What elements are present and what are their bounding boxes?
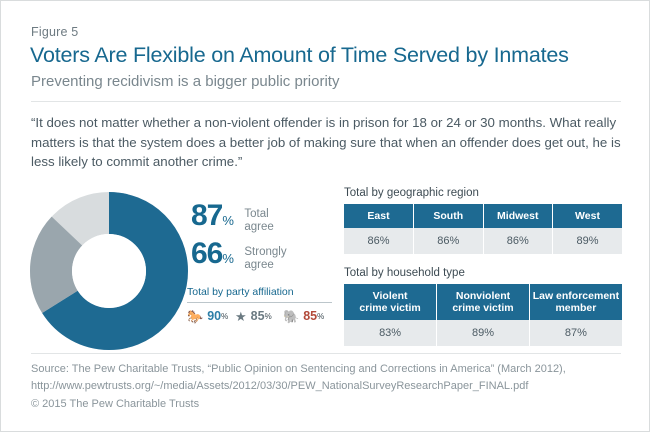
page-subtitle: Preventing recidivism is a bigger public priority — [31, 73, 340, 90]
table-household-title: Total by household type — [344, 267, 465, 279]
donut-svg — [29, 191, 189, 351]
stat-total-value: 87 — [191, 199, 223, 232]
stat-strongly-value: 66 — [191, 237, 223, 270]
party-affiliation-block — [187, 286, 332, 323]
copyright-note: © 2015 The Pew Charitable Trusts — [31, 398, 200, 410]
donut-hole — [72, 234, 146, 308]
party-value-republican: 85 — [303, 309, 318, 323]
table-geographic-region — [344, 187, 622, 254]
party-value-democrat: 90 — [207, 309, 222, 323]
table-cell: 86% — [414, 228, 484, 254]
donkey-icon: 🐎 — [187, 308, 204, 324]
table-header-cell: West — [553, 204, 623, 228]
party-percent-independent: % — [264, 311, 272, 321]
table-household-type — [344, 267, 622, 346]
table-header-cell: South — [414, 204, 484, 228]
party-item-democrat — [187, 309, 235, 323]
divider-top — [31, 101, 621, 102]
stat-strongly-agree — [191, 237, 287, 272]
stat-total-label — [244, 208, 273, 234]
table-cell: 83% — [344, 320, 437, 346]
party-value-independent: 85 — [250, 309, 265, 323]
party-percent-republican: % — [317, 311, 325, 321]
table-header-cell: Law enforcement member — [529, 284, 622, 320]
stat-strongly-label — [244, 246, 286, 272]
party-affiliation-row — [187, 309, 332, 323]
table-cell: 86% — [483, 228, 553, 254]
stat-total-percent: % — [222, 213, 234, 228]
elephant-icon: 🐘 — [283, 308, 300, 324]
figure-number: Figure 5 — [31, 25, 79, 39]
region-table — [344, 204, 622, 254]
stat-total-label-line1: Total — [244, 207, 269, 220]
party-percent-democrat: % — [221, 311, 229, 321]
table-header-cell: Violent crime victim — [344, 284, 437, 320]
table-header-row — [344, 284, 622, 320]
stat-strongly-label-line2: agree — [244, 258, 274, 271]
pull-quote: “It does not matter whether a non-violent offender is in prison for 18 or 24 or 30 months. What really matters is that the system does a better job of making sure that when an offender does get out, he is less likely to commit another crime.” — [31, 115, 621, 169]
party-affiliation-rule — [187, 302, 332, 303]
table-row — [344, 320, 622, 346]
table-header-cell: Nonviolent crime victim — [437, 284, 530, 320]
table-row — [344, 228, 622, 254]
table-header-cell: East — [344, 204, 414, 228]
donut-chart — [29, 191, 189, 351]
household-table — [344, 284, 622, 346]
table-cell: 89% — [437, 320, 530, 346]
page-title: Voters Are Flexible on Amount of Time Served by Inmates — [30, 43, 569, 67]
table-cell: 89% — [553, 228, 623, 254]
stat-strongly-label-line1: Strongly — [244, 245, 287, 258]
party-item-republican — [283, 309, 331, 323]
table-cell: 87% — [529, 320, 622, 346]
stat-total-agree — [191, 199, 274, 234]
table-region-title: Total by geographic region — [344, 187, 479, 199]
divider-bottom — [31, 353, 621, 354]
table-header-cell: Midwest — [483, 204, 553, 228]
stat-total-label-line2: agree — [244, 220, 274, 233]
stat-strongly-percent: % — [222, 251, 234, 266]
star-icon: ★ — [235, 308, 247, 324]
source-note: Source: The Pew Charitable Trusts, “Public Opinion on Sentencing and Corrections in America” (March 2012), http://www.pewtrusts.org/~/media/Assets/2012/03/30/PEW_NationalSurveyResearchPaper_FINAL.pdf — [31, 363, 566, 392]
table-header-row — [344, 204, 622, 228]
table-cell: 86% — [344, 228, 414, 254]
party-item-independent — [235, 309, 283, 323]
party-affiliation-title: Total by party affiliation — [187, 286, 294, 298]
